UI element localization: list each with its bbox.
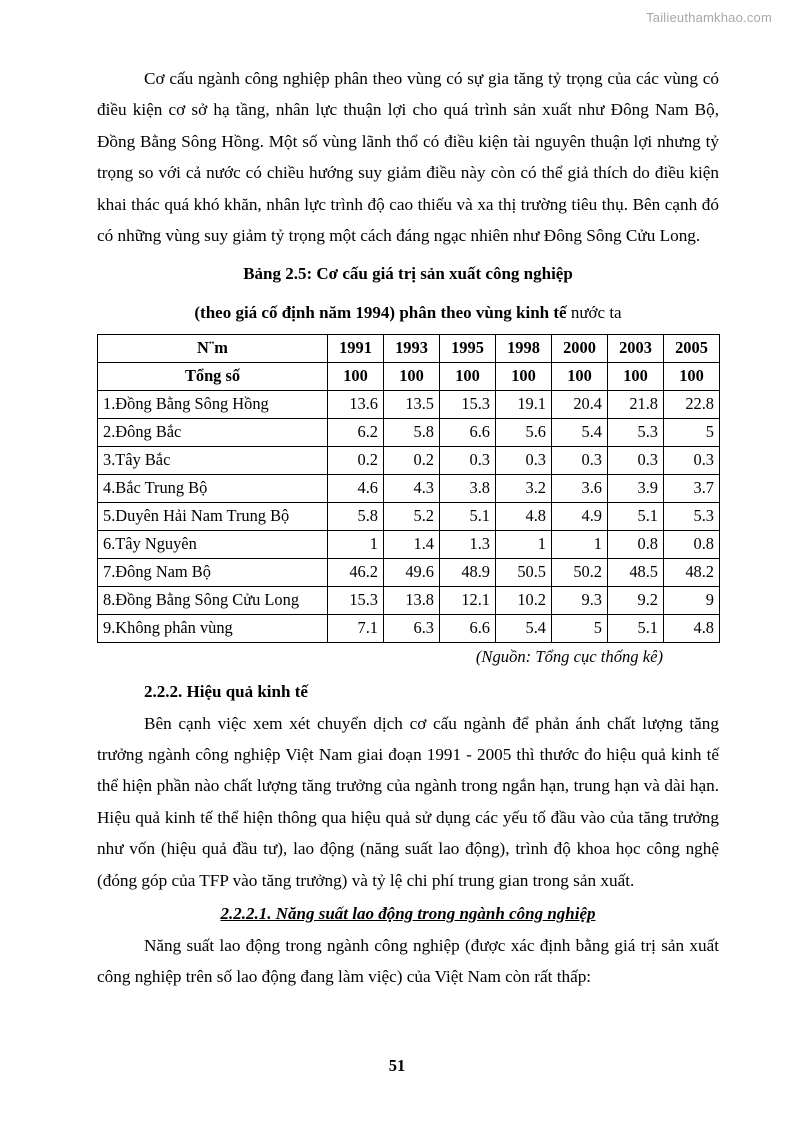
row2-1995: 6.6 [440,419,496,447]
table-row [98,587,720,615]
row2-1993: 5.8 [384,419,440,447]
row8-1993: 13.8 [384,587,440,615]
total-2005: 100 [664,363,720,391]
row3-2005: 0.3 [664,447,720,475]
table-row [98,531,720,559]
table-row [98,615,720,643]
row5-1991: 5.8 [328,503,384,531]
table-row [98,447,720,475]
header-year-1995: 1995 [440,335,496,363]
row8-1995: 12.1 [440,587,496,615]
table-source-note: (Nguồn: Tổng cục thống kê) [475,647,663,667]
row5-1998: 4.8 [496,503,552,531]
row6-1993: 1.4 [384,531,440,559]
row4-1995: 3.8 [440,475,496,503]
row-label-total: Tổng số [98,363,328,391]
row1-1995: 15.3 [440,391,496,419]
row-label-5: 5.Duyên Hải Nam Trung Bộ [98,503,328,531]
row-label-2: 2.Đông Bắc [98,419,328,447]
header-year-2005: 2005 [664,335,720,363]
header-year-2000: 2000 [552,335,608,363]
row3-1998: 0.3 [496,447,552,475]
row-label-7: 7.Đông Nam Bộ [98,559,328,587]
row6-1998: 1 [496,531,552,559]
row1-2005: 22.8 [664,391,720,419]
header-year-2003: 2003 [608,335,664,363]
row2-1991: 6.2 [328,419,384,447]
total-2003: 100 [608,363,664,391]
row-label-1: 1.Đồng Bằng Sông Hồng [98,391,328,419]
row4-1991: 4.6 [328,475,384,503]
row2-2000: 5.4 [552,419,608,447]
row9-1991: 7.1 [328,615,384,643]
header-year-1991: 1991 [328,335,384,363]
row4-2005: 3.7 [664,475,720,503]
row6-2000: 1 [552,531,608,559]
table-title-line2 [97,290,719,328]
row5-2000: 4.9 [552,503,608,531]
row9-2005: 4.8 [664,615,720,643]
header-year-1998: 1998 [496,335,552,363]
paragraph-intro: Cơ cấu ngành công nghiệp phân theo vùng có sự gia tăng tỷ trọng của các vùng có điều kiện cơ sở hạ tầng, nhân lực thuận lợi cho quá trình sản xuất như Đông Nam Bộ, Đồng Bằng Sông Hồng. Một số vùng lãnh thổ có điều kiện tài nguyên thuận lợi nhưng tỷ trọng so với cả nước có chiều hướng suy giảm điều này còn có thể giả thích do điều kiện khai thác quá khó khăn, nhân lực trình độ cao thiếu và xa thị trường tiêu thụ. Bên cạnh đó có những vùng suy giảm tỷ trọng một cách đáng ngạc nhiên như Đông Sông Cửu Long. [97,69,719,246]
table-row [98,503,720,531]
row9-1995: 6.6 [440,615,496,643]
table-row [98,419,720,447]
row-label-3: 3.Tây Bắc [98,447,328,475]
row5-1993: 5.2 [384,503,440,531]
row8-2000: 9.3 [552,587,608,615]
row-label-8: 8.Đồng Bằng Sông Cửu Long [98,587,328,615]
header-year-label: N¨m [98,335,328,363]
row-label-4: 4.Bắc Trung Bộ [98,475,328,503]
row8-2003: 9.2 [608,587,664,615]
row9-2003: 5.1 [608,615,664,643]
page-content [97,63,719,992]
row6-2003: 0.8 [608,531,664,559]
header-year-1993: 1993 [384,335,440,363]
row8-1991: 15.3 [328,587,384,615]
row4-2000: 3.6 [552,475,608,503]
table-header-row [98,335,720,363]
subsection-heading-2221: 2.2.2.1. Năng suất lao động trong ngành công nghiệp [220,904,596,924]
table-row [98,475,720,503]
row7-1998: 50.5 [496,559,552,587]
row8-2005: 9 [664,587,720,615]
row3-1991: 0.2 [328,447,384,475]
total-1993: 100 [384,363,440,391]
row9-2000: 5 [552,615,608,643]
paragraph-productivity: Năng suất lao động trong ngành công nghiệp (được xác định bằng giá trị sản xuất công nghiệp trên số lao động đang làm việc) của Việt Nam còn rất thấp: [97,935,719,986]
row2-2003: 5.3 [608,419,664,447]
row7-1995: 48.9 [440,559,496,587]
table-title-line2-bold: (theo giá cố định năm 1994) phân theo vùng kinh tế [194,302,567,322]
row6-2005: 0.8 [664,531,720,559]
table-body [98,335,720,643]
table-row [98,559,720,587]
row7-1993: 49.6 [384,559,440,587]
row3-2000: 0.3 [552,447,608,475]
row7-2003: 48.5 [608,559,664,587]
row3-2003: 0.3 [608,447,664,475]
row8-1998: 10.2 [496,587,552,615]
row1-1993: 13.5 [384,391,440,419]
table-row-total [98,363,720,391]
row2-1998: 5.6 [496,419,552,447]
row5-1995: 5.1 [440,503,496,531]
row7-1991: 46.2 [328,559,384,587]
table-row [98,391,720,419]
row5-2005: 5.3 [664,503,720,531]
row-label-9: 9.Không phân vùng [98,615,328,643]
total-1998: 100 [496,363,552,391]
row6-1995: 1.3 [440,531,496,559]
row1-1991: 13.6 [328,391,384,419]
row2-2005: 5 [664,419,720,447]
page-number: 51 [388,1056,406,1075]
row3-1993: 0.2 [384,447,440,475]
row6-1991: 1 [328,531,384,559]
row1-2000: 20.4 [552,391,608,419]
table-title-line1: Bảng 2.5: Cơ cấu giá trị sản xuất công nghiệp [243,264,573,284]
row4-1998: 3.2 [496,475,552,503]
total-1991: 100 [328,363,384,391]
industrial-output-table [97,334,720,643]
section-heading-222: 2.2.2. Hiệu quả kinh tế [144,682,308,702]
row1-1998: 19.1 [496,391,552,419]
row9-1993: 6.3 [384,615,440,643]
row-label-6: 6.Tây Nguyên [98,531,328,559]
row4-1993: 4.3 [384,475,440,503]
table-title-line2-normal: nước ta [566,302,622,322]
total-2000: 100 [552,363,608,391]
row3-1995: 0.3 [440,447,496,475]
total-1995: 100 [440,363,496,391]
watermark-text: Tailieuthamkhao.com [646,10,772,25]
row7-2000: 50.2 [552,559,608,587]
row1-2003: 21.8 [608,391,664,419]
row9-1998: 5.4 [496,615,552,643]
paragraph-efficiency: Bên cạnh việc xem xét chuyển dịch cơ cấu ngành để phản ánh chất lượng tăng trưởng ngành công nghiệp Việt Nam giai đoạn 1991 - 2005 thì thước đo hiệu quả kinh tế thể hiện phần nào chất lượng tăng trưởng của ngành trong ngắn hạn, trung hạn và dài hạn. Hiệu quả kinh tế thể hiện thông qua hiệu quả sử dụng các yếu tố đầu vào của tăng trưởng như vốn (hiệu quả đầu tư), lao động (năng suất lao động), trình độ khoa học công nghệ (đóng góp của TFP vào tăng trưởng) và tỷ lệ chi phí trung gian trong sản xuất. [97,713,719,890]
row5-2003: 5.1 [608,503,664,531]
row7-2005: 48.2 [664,559,720,587]
row4-2003: 3.9 [608,475,664,503]
